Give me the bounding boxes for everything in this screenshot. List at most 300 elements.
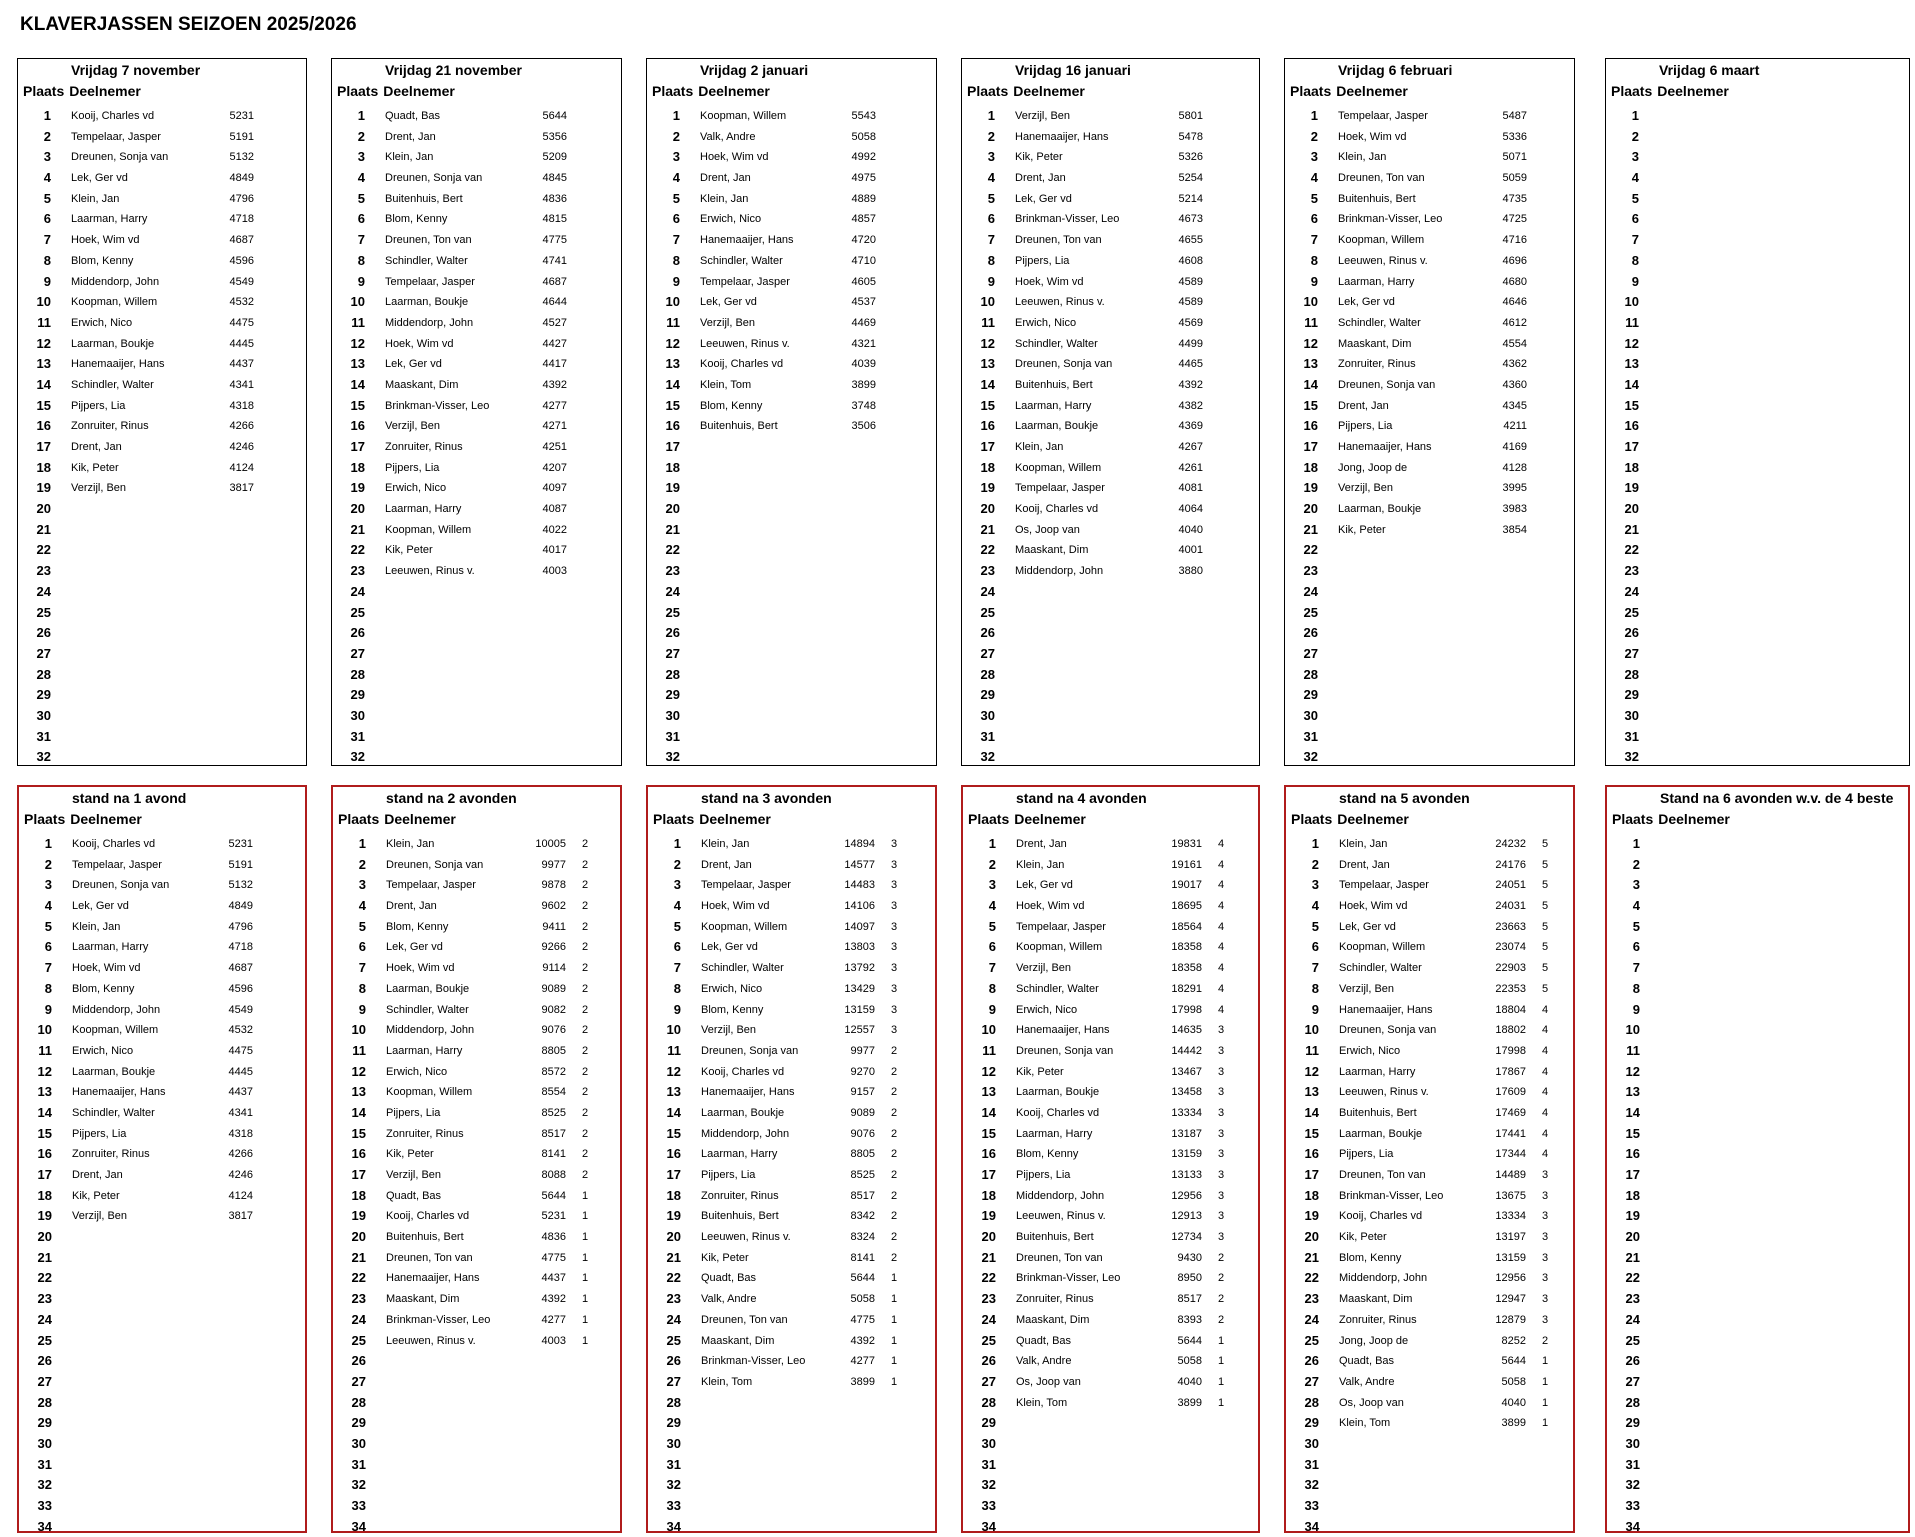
ranking-row	[18, 354, 306, 375]
ranking-row	[19, 1310, 305, 1331]
rank-number: 31	[351, 1456, 366, 1472]
score-value: 9076	[850, 1127, 875, 1140]
rank-number: 23	[1624, 563, 1639, 579]
score-value: 5191	[228, 858, 253, 871]
evenings-played: 2	[582, 1106, 589, 1119]
participant-name: Klein, Jan	[1339, 838, 1388, 850]
rank-number: 32	[1304, 1477, 1319, 1493]
rank-number: 27	[981, 1373, 996, 1389]
ranking-row	[1286, 875, 1573, 896]
rank-number: 2	[673, 856, 681, 872]
rank-number: 17	[1624, 439, 1639, 454]
score-value: 5644	[1501, 1355, 1526, 1368]
ranking-row	[1606, 147, 1909, 168]
score-value: 13467	[1171, 1065, 1202, 1078]
score-value: 3506	[851, 420, 876, 433]
ranking-row	[963, 1041, 1258, 1062]
rank-number: 14	[981, 1104, 996, 1120]
score-value: 4815	[542, 213, 567, 226]
score-value: 13803	[844, 941, 875, 954]
score-value: 4718	[229, 213, 254, 226]
ranking-row	[648, 1434, 935, 1455]
rank-number: 1	[673, 836, 681, 851]
rank-number: 20	[350, 501, 365, 517]
evenings-played: 3	[1218, 1127, 1225, 1140]
ranking-row	[647, 313, 936, 334]
participant-name: Jong, Joop de	[1339, 1334, 1409, 1347]
evenings-played: 4	[1542, 1003, 1549, 1016]
score-value: 3817	[228, 1210, 253, 1223]
score-value: 9878	[541, 879, 566, 892]
score-value: 12913	[1171, 1210, 1202, 1223]
rank-number: 34	[1625, 1518, 1640, 1534]
ranking-row	[1285, 685, 1574, 706]
evenings-played: 5	[1542, 838, 1549, 850]
rank-number: 9	[1311, 1001, 1319, 1017]
score-value: 8141	[850, 1251, 875, 1264]
ranking-list	[647, 106, 936, 768]
evenings-played: 3	[1218, 1231, 1225, 1244]
score-value: 12947	[1495, 1293, 1526, 1306]
ranking-list	[18, 106, 306, 768]
ranking-row	[962, 127, 1259, 148]
score-value: 4040	[1178, 523, 1203, 536]
participant-name: Laarman, Boukje	[1339, 1127, 1423, 1140]
rank-number: 17	[351, 1167, 366, 1182]
evenings-played: 5	[1542, 962, 1549, 975]
ranking-row	[19, 1227, 305, 1248]
ranking-row	[333, 1351, 620, 1372]
participant-name: Dreunen, Sonja van	[701, 1044, 799, 1057]
ranking-row	[1607, 1186, 1908, 1207]
rank-number: 31	[1303, 728, 1318, 744]
rank-number: 13	[665, 356, 680, 372]
rank-number: 30	[1624, 707, 1639, 723]
ranking-row	[332, 396, 621, 417]
participant-name: Laarman, Boukje	[1016, 1086, 1100, 1099]
score-value: 4318	[228, 1127, 253, 1140]
evenings-played: 4	[1218, 941, 1225, 954]
ranking-row	[18, 209, 306, 230]
ranking-row	[1606, 334, 1909, 355]
ranking-list	[963, 834, 1258, 1537]
deelnemer-header: Deelnemer	[1337, 811, 1409, 827]
participant-name: Quadt, Bas	[1339, 1355, 1395, 1368]
ranking-row	[1286, 1455, 1573, 1476]
ranking-row	[333, 1434, 620, 1455]
ranking-row	[1607, 875, 1908, 896]
score-value: 9082	[541, 1003, 566, 1016]
participant-name: Maaskant, Dim	[1016, 1313, 1090, 1326]
ranking-row	[332, 747, 621, 768]
evenings-played: 1	[582, 1231, 589, 1244]
ranking-row	[648, 875, 935, 896]
score-value: 4003	[541, 1334, 566, 1347]
score-value: 4277	[542, 399, 567, 412]
rank-number: 3	[43, 149, 51, 165]
score-value: 8805	[541, 1044, 566, 1057]
rank-number: 19	[350, 480, 365, 496]
rank-number: 10	[665, 294, 680, 310]
score-value: 4589	[1178, 296, 1203, 309]
rank-number: 24	[1304, 1311, 1319, 1327]
participant-name: Kik, Peter	[1015, 151, 1063, 164]
score-value: 4605	[851, 275, 876, 288]
participant-name: Maaskant, Dim	[1015, 544, 1089, 557]
evenings-played: 1	[582, 1251, 589, 1264]
score-value: 5801	[1178, 110, 1203, 122]
rank-number: 7	[358, 960, 366, 976]
rank-number: 24	[1624, 583, 1639, 599]
rank-number: 5	[358, 918, 366, 934]
score-value: 4277	[850, 1355, 875, 1368]
participant-name: Klein, Jan	[386, 838, 435, 850]
score-value: 17998	[1495, 1044, 1526, 1057]
rank-number: 26	[666, 1353, 681, 1369]
rank-number: 10	[980, 294, 995, 310]
ranking-row	[1606, 354, 1909, 375]
ranking-row	[962, 168, 1259, 189]
ranking-row	[647, 520, 936, 541]
rank-number: 21	[36, 521, 51, 537]
score-value: 4857	[851, 213, 876, 226]
participant-name: Verzijl, Ben	[701, 1024, 757, 1037]
ranking-row	[332, 272, 621, 293]
rank-number: 11	[1305, 1042, 1319, 1058]
participant-name: Laarman, Harry	[1339, 1065, 1416, 1078]
participant-name: Lek, Ger vd	[700, 296, 757, 309]
rank-number: 5	[987, 190, 995, 206]
score-value: 4716	[1502, 234, 1527, 247]
ranking-row	[1286, 1310, 1573, 1331]
rank-number: 21	[350, 521, 365, 537]
score-value: 22353	[1495, 982, 1526, 995]
rank-number: 6	[988, 939, 996, 955]
ranking-row	[963, 1103, 1258, 1124]
ranking-row	[963, 896, 1258, 917]
score-value: 17609	[1495, 1086, 1526, 1099]
evenings-played: 2	[582, 941, 589, 954]
ranking-row	[1285, 665, 1574, 686]
ranking-row	[333, 1496, 620, 1517]
participant-name: Laarman, Boukje	[72, 1065, 156, 1078]
ranking-row	[1607, 1372, 1908, 1393]
participant-name: Zonruiter, Rinus	[1016, 1293, 1094, 1306]
participant-name: Pijpers, Lia	[701, 1169, 756, 1181]
participant-name: Buitenhuis, Bert	[700, 420, 778, 433]
rank-number: 1	[672, 108, 680, 123]
rank-number: 9	[672, 273, 680, 289]
score-value: 4271	[542, 420, 567, 433]
rank-number: 30	[666, 1435, 681, 1451]
ranking-row	[962, 520, 1259, 541]
score-value: 5644	[542, 110, 567, 122]
participant-name: Tempelaar, Jasper	[1339, 879, 1429, 892]
rank-number: 22	[1625, 1270, 1640, 1286]
ranking-row	[333, 1372, 620, 1393]
ranking-row	[963, 1124, 1258, 1145]
rank-number: 32	[665, 749, 680, 765]
participant-name: Klein, Tom	[1339, 1417, 1391, 1430]
ranking-row	[963, 855, 1258, 876]
score-value: 5214	[1178, 192, 1203, 205]
participant-name: Pijpers, Lia	[1016, 1169, 1071, 1181]
plaats-header: Plaats	[24, 811, 66, 827]
rank-number: 25	[351, 1332, 366, 1348]
ranking-row	[332, 416, 621, 437]
score-value: 4087	[542, 503, 567, 516]
score-value: 8517	[1177, 1293, 1202, 1306]
rank-number: 5	[988, 918, 996, 934]
rank-number: 13	[1304, 1084, 1319, 1100]
score-value: 4445	[229, 337, 254, 350]
rank-number: 33	[1304, 1498, 1319, 1513]
score-value: 4775	[541, 1251, 566, 1264]
ranking-row	[1607, 917, 1908, 938]
rank-number: 16	[351, 1146, 366, 1162]
ranking-list	[648, 834, 935, 1537]
score-value: 4475	[228, 1044, 253, 1057]
score-value: 4427	[542, 337, 567, 350]
score-value: 8525	[850, 1169, 875, 1181]
participant-name: Lek, Ger vd	[1016, 879, 1073, 892]
score-value: 5543	[851, 110, 876, 122]
evenings-played: 4	[1218, 838, 1225, 850]
ranking-row	[18, 106, 306, 127]
score-value: 5132	[228, 879, 253, 892]
rank-number: 18	[351, 1187, 366, 1203]
ranking-row	[647, 644, 936, 665]
rank-number: 11	[1304, 314, 1318, 330]
rank-number: 6	[44, 939, 52, 955]
participant-name: Dreunen, Sonja van	[385, 172, 483, 185]
ranking-row	[1285, 375, 1574, 396]
participant-name: Hoek, Wim vd	[1339, 900, 1408, 913]
rank-number: 14	[666, 1104, 681, 1120]
rank-number: 21	[1624, 521, 1639, 537]
ranking-row	[963, 1000, 1258, 1021]
rank-number: 3	[1632, 877, 1640, 893]
ranking-row	[963, 1455, 1258, 1476]
evenings-played: 3	[891, 920, 898, 933]
deelnemer-header: Deelnemer	[70, 811, 142, 827]
ranking-row	[1285, 396, 1574, 417]
participant-name: Blom, Kenny	[72, 982, 135, 995]
ranking-row	[963, 1351, 1258, 1372]
evenings-played: 1	[582, 1334, 589, 1347]
participant-name: Erwich, Nico	[386, 1065, 448, 1078]
participant-name: Buitenhuis, Bert	[385, 192, 463, 205]
rank-number: 25	[1625, 1332, 1640, 1348]
ranking-row	[963, 1206, 1258, 1227]
plaats-header: Plaats	[967, 83, 1009, 99]
participant-name: Tempelaar, Jasper	[1016, 920, 1106, 933]
ranking-row	[19, 917, 305, 938]
participant-name: Pijpers, Lia	[72, 1127, 127, 1140]
ranking-row	[332, 499, 621, 520]
ranking-row	[963, 1186, 1258, 1207]
ranking-row	[647, 458, 936, 479]
rank-number: 7	[988, 960, 996, 976]
ranking-row	[1285, 168, 1574, 189]
rank-number: 32	[1624, 749, 1639, 765]
rank-number: 22	[37, 1270, 52, 1286]
plaats-header: Plaats	[1291, 811, 1333, 827]
rank-number: 10	[1303, 294, 1318, 310]
score-value: 8805	[850, 1148, 875, 1161]
rank-number: 21	[351, 1249, 366, 1265]
rank-number: 28	[1625, 1394, 1640, 1410]
ranking-row	[962, 313, 1259, 334]
rank-number: 16	[1304, 1146, 1319, 1162]
rank-number: 31	[37, 1456, 52, 1472]
ranking-row	[333, 958, 620, 979]
ranking-row	[18, 313, 306, 334]
rank-number: 28	[666, 1394, 681, 1410]
participant-name: Hanemaaijer, Hans	[1016, 1024, 1110, 1037]
ranking-row	[1285, 416, 1574, 437]
ranking-row	[963, 979, 1258, 1000]
participant-name: Zonruiter, Rinus	[71, 420, 149, 433]
ranking-row	[18, 520, 306, 541]
evenings-played: 5	[1542, 858, 1549, 871]
score-value: 5209	[542, 151, 567, 164]
ranking-row	[19, 1082, 305, 1103]
participant-name: Hanemaaijer, Hans	[72, 1086, 166, 1099]
ranking-row	[18, 292, 306, 313]
ranking-row	[647, 499, 936, 520]
ranking-row	[333, 1020, 620, 1041]
participant-name: Kooij, Charles vd	[700, 358, 784, 371]
ranking-row	[1286, 1268, 1573, 1289]
ranking-row	[332, 292, 621, 313]
score-value: 4735	[1502, 192, 1527, 205]
participant-name: Middendorp, John	[71, 275, 160, 288]
participant-name: Schindler, Walter	[1016, 982, 1099, 995]
rank-number: 18	[1304, 1187, 1319, 1203]
participant-name: Koopman, Willem	[72, 1024, 159, 1037]
ranking-row	[962, 540, 1259, 561]
ranking-row	[1606, 272, 1909, 293]
ranking-row	[333, 1165, 620, 1186]
ranking-row	[963, 1372, 1258, 1393]
ranking-row	[963, 1062, 1258, 1083]
rank-number: 21	[666, 1249, 681, 1265]
ranking-row	[19, 834, 305, 855]
ranking-row	[963, 1289, 1258, 1310]
score-value: 5644	[541, 1189, 566, 1202]
participant-name: Hoek, Wim vd	[71, 234, 140, 247]
rank-number: 23	[37, 1291, 52, 1307]
participant-name: Maaskant, Dim	[1338, 337, 1412, 350]
column-headers	[653, 811, 771, 827]
ranking-row	[1607, 855, 1908, 876]
rank-number: 12	[350, 335, 365, 351]
evenings-played: 3	[1218, 1169, 1225, 1181]
rank-number: 27	[36, 645, 51, 661]
rank-number: 12	[1304, 1063, 1319, 1079]
score-value: 4039	[851, 358, 876, 371]
rank-number: 12	[36, 335, 51, 351]
participant-name: Buitenhuis, Bert	[1016, 1231, 1094, 1244]
rank-number: 15	[1303, 397, 1318, 413]
participant-name: Klein, Jan	[1015, 441, 1064, 453]
rank-number: 29	[666, 1415, 681, 1431]
evening-panel	[646, 58, 937, 766]
rank-number: 26	[1624, 625, 1639, 641]
participant-name: Blom, Kenny	[1016, 1148, 1079, 1161]
evenings-played: 2	[891, 1086, 898, 1099]
ranking-row	[332, 127, 621, 148]
score-value: 9157	[850, 1086, 875, 1099]
score-value: 4465	[1178, 358, 1203, 371]
ranking-row	[1286, 1496, 1573, 1517]
ranking-row	[333, 1103, 620, 1124]
participant-name: Drent, Jan	[1338, 399, 1389, 412]
participant-name: Maaskant, Dim	[1339, 1293, 1413, 1306]
rank-number: 6	[673, 939, 681, 955]
rank-number: 10	[350, 294, 365, 310]
rank-number: 13	[1625, 1084, 1640, 1100]
rank-number: 18	[1303, 459, 1318, 475]
rank-number: 27	[980, 645, 995, 661]
rank-number: 15	[36, 397, 51, 413]
rank-number: 15	[1625, 1125, 1640, 1141]
score-value: 4081	[1178, 482, 1203, 495]
evening-panel	[17, 58, 307, 766]
participant-name: Tempelaar, Jasper	[385, 275, 475, 288]
score-value: 4849	[229, 172, 254, 185]
evenings-played: 1	[891, 1313, 898, 1326]
ranking-row	[332, 168, 621, 189]
ranking-row	[647, 437, 936, 458]
score-value: 8393	[1177, 1313, 1202, 1326]
ranking-row	[1606, 230, 1909, 251]
score-value: 4437	[228, 1086, 253, 1099]
rank-number: 27	[351, 1373, 366, 1389]
ranking-row	[19, 1475, 305, 1496]
rank-number: 19	[1625, 1208, 1640, 1224]
plaats-header: Plaats	[1611, 83, 1653, 99]
rank-number: 14	[350, 376, 365, 392]
ranking-row	[18, 540, 306, 561]
evenings-played: 3	[1542, 1231, 1549, 1244]
rank-number: 18	[666, 1187, 681, 1203]
ranking-row	[1607, 1165, 1908, 1186]
rank-number: 20	[1624, 501, 1639, 517]
participant-name: Pijpers, Lia	[385, 461, 440, 474]
participant-name: Verzijl, Ben	[700, 316, 756, 329]
ranking-row	[648, 834, 935, 855]
score-value: 4345	[1502, 399, 1527, 412]
ranking-row	[1286, 1000, 1573, 1021]
score-value: 4469	[851, 316, 876, 329]
rank-number: 19	[665, 480, 680, 496]
rank-number: 7	[1631, 232, 1639, 248]
ranking-row	[19, 1289, 305, 1310]
rank-number: 31	[980, 728, 995, 744]
ranking-row	[647, 209, 936, 230]
evenings-played: 2	[582, 858, 589, 871]
ranking-row	[19, 1413, 305, 1434]
evenings-played: 2	[582, 1086, 589, 1099]
ranking-row	[333, 1475, 620, 1496]
rank-number: 14	[37, 1104, 52, 1120]
participant-name: Lek, Ger vd	[1015, 192, 1072, 205]
rank-number: 17	[350, 439, 365, 454]
evenings-played: 3	[1218, 1086, 1225, 1099]
ranking-row	[1606, 106, 1909, 127]
